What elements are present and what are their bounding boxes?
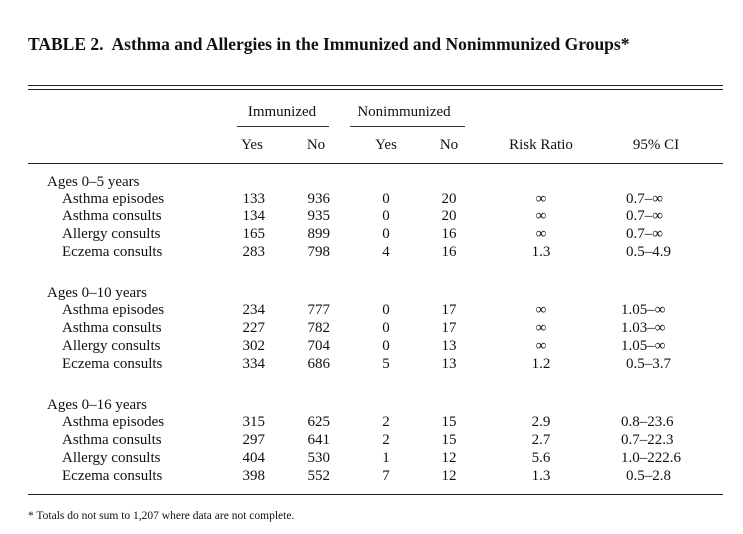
cell-imm-yes: 297 <box>242 432 265 448</box>
cell-risk-ratio: ∞ <box>535 338 547 354</box>
row-label: Allergy consults <box>62 450 161 466</box>
table-title <box>28 34 728 54</box>
row-label: Asthma consults <box>62 320 162 336</box>
col-header-imm-yes: Yes <box>241 137 263 153</box>
cell-ci: 0.7–∞ <box>626 226 663 242</box>
cell-imm-yes: 302 <box>242 338 265 354</box>
cell-ci: 1.05–∞ <box>621 302 666 318</box>
cell-non-yes: 0 <box>382 226 390 242</box>
cell-non-yes: 4 <box>382 244 390 260</box>
cell-imm-no: 935 <box>307 208 330 224</box>
cell-non-no: 16 <box>441 244 457 260</box>
cell-non-no: 20 <box>441 208 457 224</box>
immunized-underline <box>237 126 329 127</box>
header-rule <box>28 163 723 164</box>
cell-imm-yes: 398 <box>242 468 265 484</box>
row-label: Asthma consults <box>62 208 162 224</box>
cell-non-no: 16 <box>441 226 457 242</box>
cell-imm-no: 899 <box>307 226 330 242</box>
top-rule-second <box>28 89 723 90</box>
cell-ci: 1.0–222.6 <box>621 450 681 466</box>
row-label: Asthma episodes <box>62 191 165 207</box>
cell-non-yes: 1 <box>382 450 390 466</box>
cell-risk-ratio: 1.3 <box>531 468 551 484</box>
row-label: Eczema consults <box>62 244 163 260</box>
section-heading: Ages 0–5 years <box>47 174 140 190</box>
cell-imm-no: 798 <box>307 244 330 260</box>
bottom-rule <box>28 494 723 495</box>
cell-ci: 0.7–22.3 <box>621 432 674 448</box>
cell-imm-no: 530 <box>307 450 330 466</box>
cell-imm-no: 782 <box>307 320 330 336</box>
cell-risk-ratio: 1.3 <box>531 244 551 260</box>
table-title-text: Asthma and Allergies in the Immunized and Nonimmunized Groups* <box>111 34 630 54</box>
nonimmunized-underline <box>350 126 465 127</box>
row-label: Allergy consults <box>62 226 161 242</box>
cell-non-yes: 5 <box>382 356 390 372</box>
cell-imm-yes: 234 <box>242 302 265 318</box>
cell-risk-ratio: 5.6 <box>531 450 551 466</box>
cell-imm-yes: 334 <box>242 356 265 372</box>
section-heading: Ages 0–16 years <box>47 397 147 413</box>
table-footnote: * Totals do not sum to 1,207 where data are not complete. <box>28 510 295 522</box>
col-header-imm-no: No <box>306 137 326 153</box>
cell-risk-ratio: 1.2 <box>531 356 551 372</box>
cell-imm-yes: 165 <box>242 226 265 242</box>
cell-non-no: 12 <box>441 468 457 484</box>
cell-risk-ratio: 2.9 <box>531 414 551 430</box>
cell-risk-ratio: ∞ <box>535 226 547 242</box>
cell-ci: 0.5–3.7 <box>626 356 671 372</box>
cell-non-no: 17 <box>441 320 457 336</box>
cell-non-no: 13 <box>441 338 457 354</box>
cell-imm-yes: 134 <box>242 208 265 224</box>
cell-non-yes: 0 <box>382 338 390 354</box>
cell-imm-no: 704 <box>307 338 330 354</box>
cell-non-no: 12 <box>441 450 457 466</box>
cell-risk-ratio: ∞ <box>535 302 547 318</box>
cell-imm-yes: 404 <box>242 450 265 466</box>
cell-imm-no: 625 <box>307 414 330 430</box>
cell-imm-yes: 133 <box>242 191 265 207</box>
cell-non-yes: 0 <box>382 320 390 336</box>
cell-non-no: 20 <box>441 191 457 207</box>
row-label: Asthma episodes <box>62 302 165 318</box>
table-label: TABLE 2. <box>28 34 104 54</box>
cell-ci: 0.7–∞ <box>626 191 663 207</box>
cell-ci: 0.5–4.9 <box>626 244 671 260</box>
cell-imm-no: 641 <box>307 432 330 448</box>
cell-non-yes: 0 <box>382 302 390 318</box>
cell-non-yes: 0 <box>382 191 390 207</box>
cell-imm-no: 936 <box>307 191 330 207</box>
col-header-ci: 95% CI <box>632 137 680 153</box>
row-label: Allergy consults <box>62 338 161 354</box>
col-header-risk-ratio: Risk Ratio <box>509 137 573 153</box>
cell-ci: 0.7–∞ <box>626 208 663 224</box>
section-heading: Ages 0–10 years <box>47 285 147 301</box>
cell-non-no: 13 <box>441 356 457 372</box>
row-label: Asthma episodes <box>62 414 165 430</box>
col-header-non-no: No <box>439 137 459 153</box>
cell-imm-no: 777 <box>307 302 330 318</box>
cell-imm-yes: 315 <box>242 414 265 430</box>
group-header-immunized: Immunized <box>247 104 317 120</box>
cell-non-yes: 0 <box>382 208 390 224</box>
group-header-nonimmunized: Nonimmunized <box>357 104 451 120</box>
cell-risk-ratio: ∞ <box>535 320 547 336</box>
cell-risk-ratio: ∞ <box>535 191 547 207</box>
cell-ci: 0.5–2.8 <box>626 468 671 484</box>
cell-imm-no: 686 <box>307 356 330 372</box>
row-label: Eczema consults <box>62 356 163 372</box>
cell-non-yes: 2 <box>382 414 390 430</box>
col-header-non-yes: Yes <box>375 137 397 153</box>
row-label: Asthma consults <box>62 432 162 448</box>
cell-ci: 0.8–23.6 <box>621 414 674 430</box>
row-label: Eczema consults <box>62 468 163 484</box>
cell-non-no: 17 <box>441 302 457 318</box>
cell-non-yes: 7 <box>382 468 390 484</box>
cell-non-no: 15 <box>441 432 457 448</box>
cell-risk-ratio: ∞ <box>535 208 547 224</box>
cell-imm-no: 552 <box>307 468 330 484</box>
cell-ci: 1.03–∞ <box>621 320 666 336</box>
cell-non-yes: 2 <box>382 432 390 448</box>
cell-ci: 1.05–∞ <box>621 338 666 354</box>
cell-non-no: 15 <box>441 414 457 430</box>
cell-imm-yes: 227 <box>242 320 265 336</box>
cell-risk-ratio: 2.7 <box>531 432 551 448</box>
top-rule <box>28 85 723 86</box>
cell-imm-yes: 283 <box>242 244 265 260</box>
